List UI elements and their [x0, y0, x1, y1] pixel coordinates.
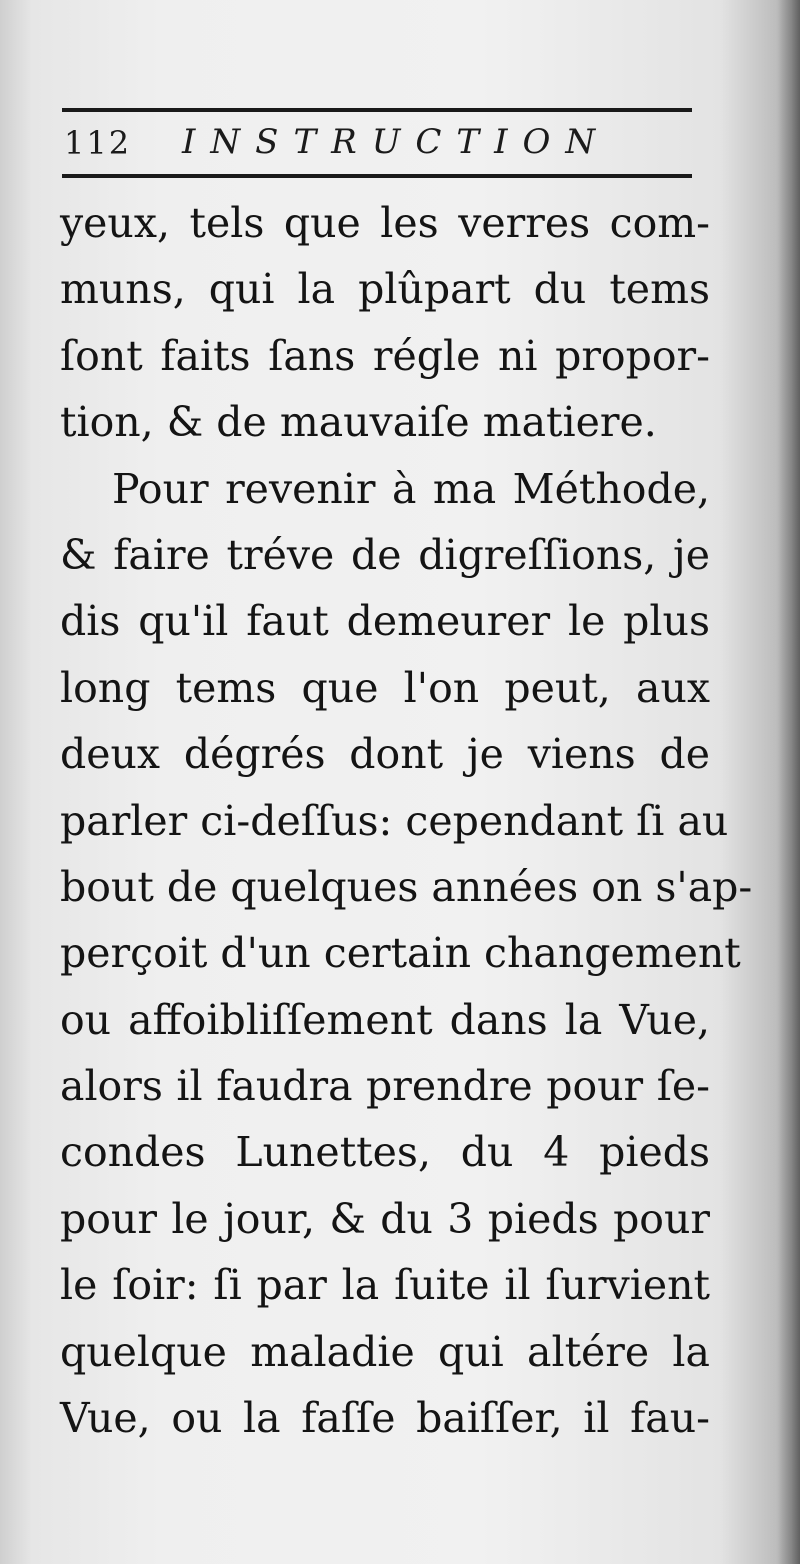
text-line: condes Lunettes, du 4 pieds: [60, 1128, 710, 1177]
body-text: [60, 190, 753, 1451]
text-line: Pour revenir à ma Méthode,: [112, 464, 710, 513]
text-line: & faire tréve de digreſſions, je: [60, 530, 710, 579]
text-line: ſont faits ſans régle ni propor-: [60, 331, 710, 380]
text-line: long tems que l'on peut, aux: [60, 663, 710, 712]
page-edge-shadow: [778, 0, 800, 1564]
text-line: ou affoibliſſement dans la Vue,: [60, 995, 710, 1044]
text-line: alors il faudra prendre pour ſe-: [60, 1062, 710, 1111]
header-rule-top: [62, 108, 692, 112]
text-line: parler ci-deſſus: cependant ſi au: [60, 796, 729, 845]
running-title: INSTRUCTION: [182, 122, 611, 162]
header-rule-bottom: [62, 174, 692, 178]
text-line: yeux, tels que les verres com-: [60, 199, 710, 247]
text-line: perçoit d'un certain changement: [60, 929, 741, 978]
text-line: dis qu'il faut demeurer le plus: [60, 597, 710, 646]
text-line: tion, & de mauvaiſe matiere.: [60, 398, 657, 447]
text-line: bout de quelques années on s'ap-: [60, 862, 753, 911]
text-line: pour le jour, & du 3 pieds pour: [60, 1194, 710, 1243]
text-line: Vue, ou la faſſe baiſſer, il fau-: [60, 1394, 710, 1443]
running-head: [62, 118, 692, 166]
text-line: muns, qui la plûpart du tems: [60, 265, 710, 314]
text-line: le ſoir: ſi par la ſuite il ſurvient: [60, 1261, 710, 1310]
text-line: quelque maladie qui altére la: [60, 1327, 710, 1376]
page-number: 112: [64, 124, 132, 162]
text-line: deux dégrés dont je viens de: [60, 730, 710, 779]
